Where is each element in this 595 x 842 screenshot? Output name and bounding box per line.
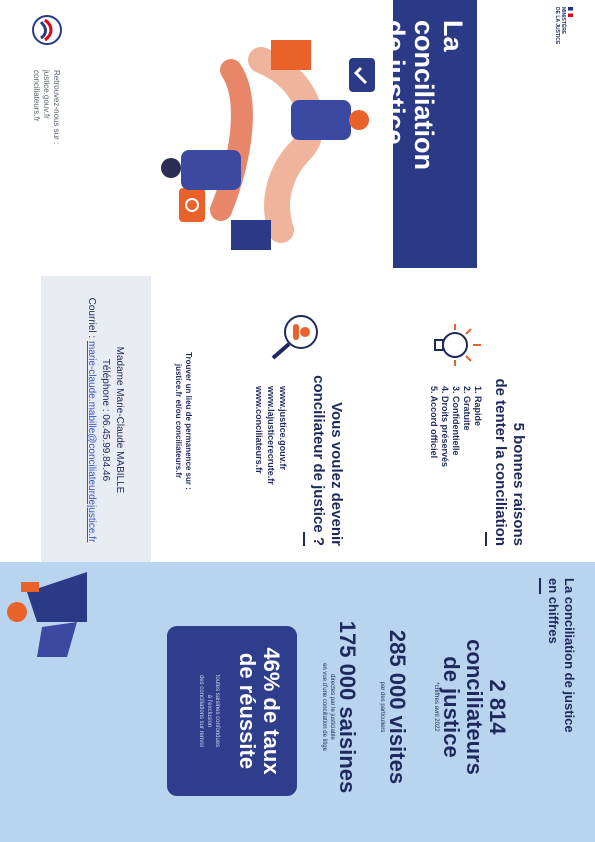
ministry-logo: [554, 7, 573, 47]
success-rate-value: [235, 626, 283, 796]
recruit-heading-line1: Vous voulez devenir: [328, 402, 345, 546]
success-rate-note1: toutes saisines confondues: [214, 674, 220, 748]
stat-visits: [378, 592, 409, 822]
stat-conciliators-line2: conciliateurs: [462, 639, 487, 775]
stats-panel: [0, 562, 595, 842]
stat-referrals-value: 175 000 saisines: [335, 620, 360, 794]
ministry-line2: DE LA JUSTICE: [554, 7, 560, 45]
french-flag-icon: [568, 7, 573, 17]
heading-underline: [539, 578, 541, 594]
contact-phone: Téléphone : 06.45.99.84.46: [100, 358, 111, 482]
stat-conciliators-line3: de justice: [439, 656, 464, 758]
find-line2: justice.fr et/ou conciliateurs.fr: [174, 363, 183, 479]
recruit-sites: [253, 386, 289, 556]
site-link[interactable]: www.conciliateurs.fr: [254, 386, 264, 474]
site-link[interactable]: www.justice.gouv.fr: [278, 386, 288, 471]
heading-underline: [303, 532, 305, 546]
reasons-heading-line1: 5 bonnes raisons: [510, 422, 527, 546]
success-rate-line1: 46% de taux: [259, 647, 284, 775]
find-location: [173, 286, 193, 556]
success-rate-note2: à l'exclusion: [206, 694, 212, 728]
reason-item: 1. Rapide: [473, 386, 483, 427]
cover-title: [380, 20, 467, 260]
find-us-line3: conciliateurs.fr: [32, 70, 41, 122]
find-us-block: [31, 70, 61, 260]
conciliation-logo-icon: [31, 14, 63, 46]
contact-email-label: Courriel :: [86, 297, 97, 339]
site-link[interactable]: www.lajusticerecrute.fr: [266, 386, 276, 485]
cover-panel: [0, 0, 595, 268]
reason-item: 4. Droits préservés: [440, 386, 450, 468]
success-rate-note: [197, 636, 221, 786]
person-illustration: [0, 562, 97, 662]
stat-referrals-note2: en vue d'une conciliation de litige: [321, 663, 327, 751]
reasons-list: [428, 386, 483, 536]
success-rate-line2: de réussite: [235, 652, 260, 770]
reason-item: 2. Gratuite: [462, 386, 472, 431]
cover-title-line3: de justice: [380, 20, 410, 145]
stats-heading: [539, 578, 577, 828]
magnifier-icon: [265, 306, 327, 364]
handshake-illustration: [151, 40, 381, 250]
stats-heading-line1: La conciliation de justice: [562, 578, 577, 733]
stat-visits-value: 285 000 visites: [385, 629, 410, 785]
contact-email-row: [85, 286, 97, 554]
find-line1: Trouver un lieu de permanence sur :: [184, 352, 193, 490]
success-rate-note3: des conciliations sur renvoi: [198, 674, 204, 748]
lightbulb-icon: [423, 316, 485, 374]
stat-conciliators: [432, 592, 509, 822]
stat-visits-note: par des particuliers: [379, 681, 385, 733]
stat-conciliators-note: *chiffres avril 2022: [433, 682, 439, 732]
stat-referrals: [320, 592, 359, 822]
stats-heading-line2: en chiffres: [546, 578, 561, 644]
reason-item: 5. Accord officiel: [429, 386, 439, 459]
reasons-heading: [491, 296, 527, 546]
reasons-heading-line2: de tenter la conciliation: [492, 378, 509, 546]
success-rate-box: [167, 626, 297, 796]
stat-referrals-note1: directes par le justiciable: [329, 674, 335, 740]
contact-email-link[interactable]: marie-claude.mabille@conciliateurdejustice.fr: [86, 341, 97, 543]
contact-name: Madame Marie-Claude MABILLE: [114, 346, 125, 494]
cover-title-line2: conciliation: [409, 20, 439, 171]
reason-item: 3. Confidentielle: [451, 386, 461, 456]
recruit-heading-line2: conciliateur de justice ?: [310, 375, 327, 546]
info-panel: [0, 276, 595, 562]
cover-title-line1: La: [438, 20, 468, 52]
find-us-line2: justice.gouv.fr: [42, 70, 51, 119]
find-us-line1: Retrouvez-nous sur :: [52, 70, 61, 145]
heading-underline: [485, 532, 487, 546]
stat-conciliators-line1: 2 814: [485, 679, 510, 735]
ministry-line1: MINISTÈRE: [560, 7, 566, 35]
